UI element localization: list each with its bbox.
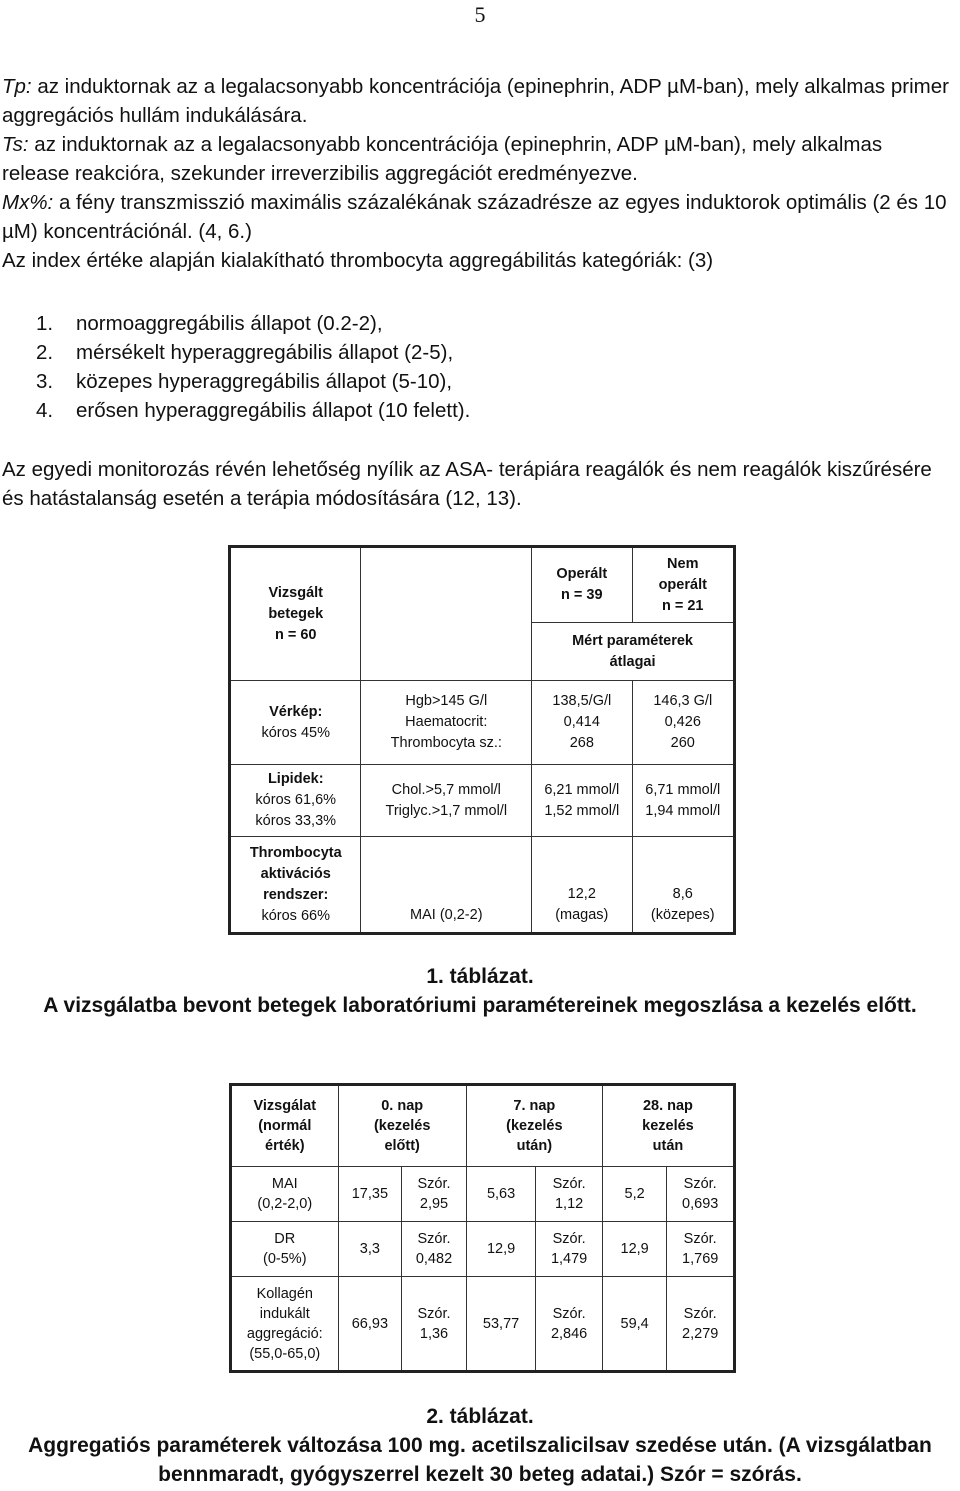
row-label: Kollagén indukált aggregáció: (55,0-65,0): [231, 1277, 339, 1372]
value-cell: 5,63: [466, 1167, 536, 1222]
definitions-block: [2, 72, 952, 275]
param-cell: Chol.>5,7 mmol/l Triglyc.>1,7 mmol/l: [361, 765, 532, 837]
index-intro: Az index értéke alapján kialakítható thrombocyta aggregábilitás kategóriák: (3): [2, 249, 714, 272]
table-row: [231, 1222, 735, 1277]
definition-tp: [2, 72, 952, 130]
value-cell: 53,77: [466, 1277, 536, 1372]
list-item-text: mérsékelt hyperaggregábilis állapot (2-5),: [76, 341, 454, 364]
definition-ts: [2, 130, 952, 188]
sd-cell: Szór. 0,693: [667, 1167, 735, 1222]
term-tp: Tp:: [2, 75, 32, 98]
table-2-caption: [0, 1402, 960, 1489]
operated-cell: 6,21 mmol/l 1,52 mmol/l: [532, 765, 632, 837]
value-cell: 3,3: [338, 1222, 402, 1277]
sd-cell: Szór. 1,12: [536, 1167, 603, 1222]
definition-mx-text: a fény transzmisszió maximális százalékának századrésze az egyes induktorok optimális (2 és 10 µM) koncentrációnál. (4, 6.): [2, 191, 947, 243]
header-measured: Mért paraméterek átlagai: [532, 623, 735, 681]
value-cell: 66,93: [338, 1277, 402, 1372]
row-label-detail: kóros 66%: [261, 907, 330, 924]
table-2-caption-text: Aggregatiós paraméterek változása 100 mg. acetilszalicilsav szedése után. (A vizsgálatban bennmaradt, gyógyszerrel kezelt 30 beteg adatai.) Szór = szórás.: [28, 1434, 932, 1486]
list-item-number: 4.: [36, 399, 54, 422]
list-item-text: erősen hyperaggregábilis állapot (10 felett).: [76, 399, 471, 422]
sd-cell: Szór. 2,95: [402, 1167, 467, 1222]
table-row: [230, 837, 735, 934]
list-item: [36, 338, 470, 367]
table-row: [231, 1167, 735, 1222]
value-cell: 59,4: [602, 1277, 666, 1372]
header-empty: [361, 547, 532, 681]
list-item-text: közepes hyperaggregábilis állapot (5-10),: [76, 370, 453, 393]
list-item: [36, 396, 470, 425]
value-cell: 17,35: [338, 1167, 402, 1222]
header-exam: Vizsgálat (normál érték): [231, 1085, 339, 1167]
not-operated-cell: 146,3 G/l 0,426 260: [632, 681, 735, 765]
row-label-detail: kóros 45%: [261, 724, 330, 741]
operated-cell: 138,5/G/l 0,414 268: [532, 681, 632, 765]
param-cell: MAI (0,2-2): [361, 837, 532, 934]
sd-cell: Szór. 2,846: [536, 1277, 603, 1372]
table-1-caption-number: 1. táblázat.: [426, 965, 534, 988]
category-list: [36, 309, 470, 425]
not-operated-cell: 8,6 (közepes): [632, 837, 735, 934]
header-day-0: 0. nap (kezelés előtt): [338, 1085, 466, 1167]
definition-tp-text: az induktornak az a legalacsonyabb koncentrációja (epinephrin, ADP µM-ban), mely alkalmas primer aggregációs hullám indukálására.: [2, 75, 949, 127]
list-item: [36, 367, 470, 396]
row-label-title: Lipidek:: [267, 771, 324, 787]
term-mx: Mx%:: [2, 191, 54, 214]
operated-cell: 12,2 (magas): [532, 837, 632, 934]
term-ts: Ts:: [2, 133, 29, 156]
row-label: [230, 765, 361, 837]
table-row: [230, 547, 735, 623]
list-item-number: 1.: [36, 312, 54, 335]
list-item-number: 3.: [36, 370, 54, 393]
table-1-caption: [0, 962, 960, 1020]
definition-ts-text: az induktornak az a legalacsonyabb koncentrációja (epinephrin, ADP µM-ban), mely alkalmas release reakcióra, szekunder irreverzibilis aggregációt eredményezve.: [2, 133, 883, 185]
row-label: [230, 837, 361, 934]
table-row: [231, 1277, 735, 1372]
header-day-28: 28. nap kezelés után: [602, 1085, 734, 1167]
row-label-title: Vérkép:: [269, 703, 323, 720]
table-row: [231, 1085, 735, 1167]
table-1: [228, 545, 736, 935]
row-label: MAI (0,2-2,0): [231, 1167, 339, 1222]
value-cell: 12,9: [602, 1222, 666, 1277]
sd-cell: Szór. 1,769: [667, 1222, 735, 1277]
definition-mx: [2, 188, 952, 246]
row-label: DR (0-5%): [231, 1222, 339, 1277]
list-item-number: 2.: [36, 341, 54, 364]
sd-cell: Szór. 1,36: [402, 1277, 467, 1372]
page-number: 5: [474, 2, 486, 27]
sd-cell: Szór. 2,279: [667, 1277, 735, 1372]
header-studied: Vizsgált betegek n = 60: [230, 547, 361, 681]
not-operated-cell: 6,71 mmol/l 1,94 mmol/l: [632, 765, 735, 837]
table-row: [230, 765, 735, 837]
list-item: [36, 309, 470, 338]
row-label-detail: kóros 61,6% kóros 33,3%: [255, 792, 337, 829]
header-operated: Operált n = 39: [532, 547, 632, 623]
row-label-title: Thrombocyta aktivációs rendszer:: [249, 844, 342, 903]
sd-cell: Szór. 0,482: [402, 1222, 467, 1277]
header-not-operated: Nem operált n = 21: [632, 547, 735, 623]
table-1-caption-text: A vizsgálatba bevont betegek laboratóriumi paramétereinek megoszlása a kezelés előtt.: [43, 994, 917, 1017]
value-cell: 5,2: [602, 1167, 666, 1222]
sd-cell: Szór. 1,479: [536, 1222, 603, 1277]
list-item-text: normoaggregábilis állapot (0.2-2),: [76, 312, 383, 335]
table-2-caption-number: 2. táblázat.: [426, 1405, 534, 1428]
header-day-7: 7. nap (kezelés után): [466, 1085, 602, 1167]
row-label: [230, 681, 361, 765]
table-2: [229, 1083, 736, 1373]
value-cell: 12,9: [466, 1222, 536, 1277]
param-cell: Hgb>145 G/l Haematocrit: Thrombocyta sz.:: [361, 681, 532, 765]
monitoring-paragraph: Az egyedi monitorozás révén lehetőség nyílik az ASA- terápiára reagálók és nem reagálók kiszűrésére és hatástalanság esetén a terápia módosítására (12, 13).: [2, 458, 932, 510]
table-row: [230, 681, 735, 765]
